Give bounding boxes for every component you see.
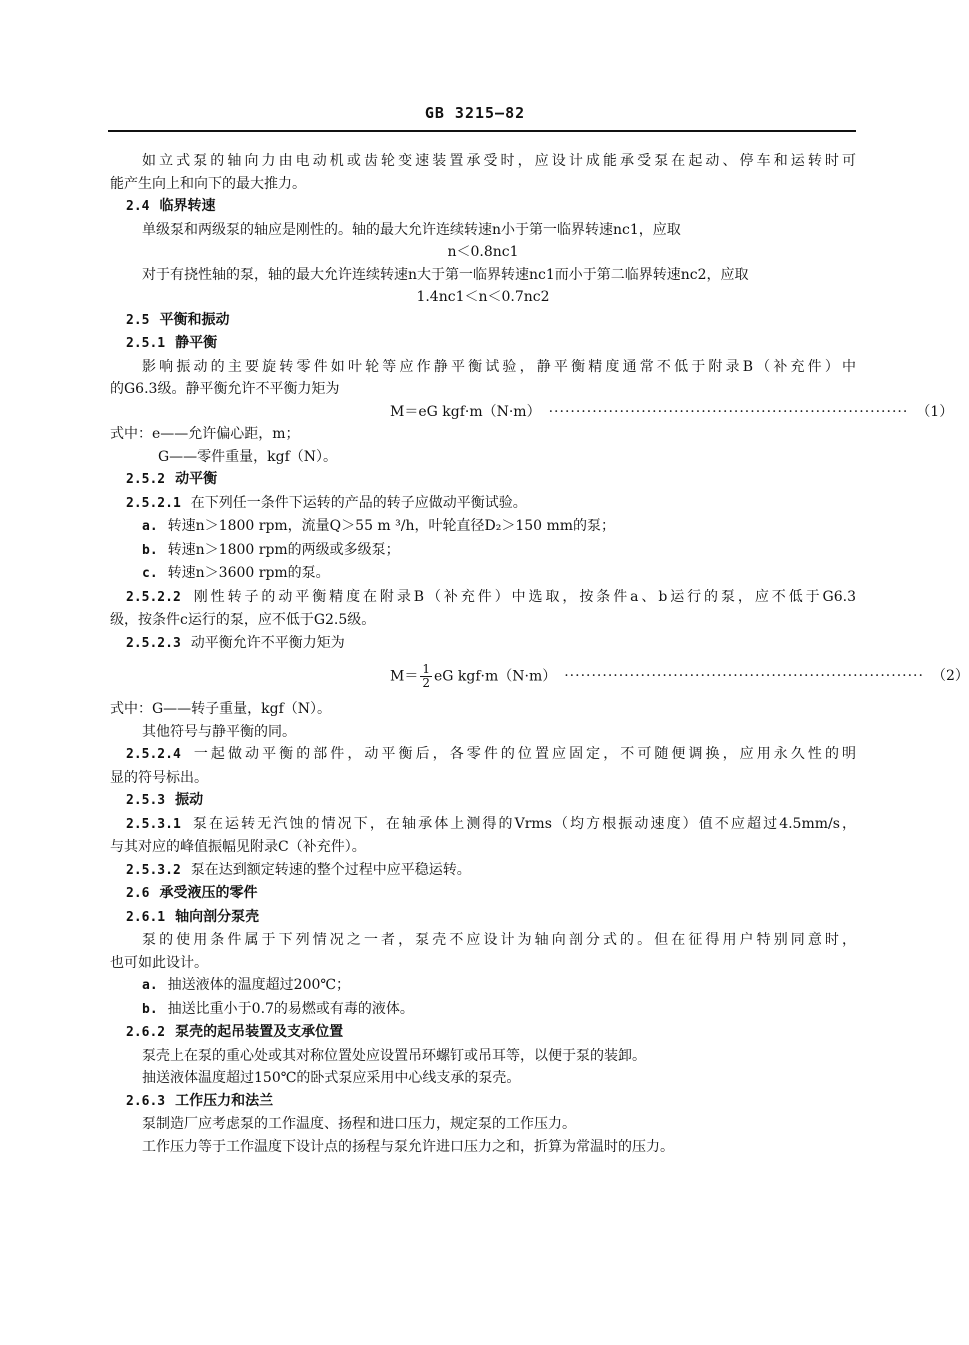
header-rule — [108, 130, 856, 132]
fraction-numerator: 1 — [422, 662, 430, 676]
section-number: 2.5.3.1 — [126, 816, 181, 832]
section-heading — [110, 906, 856, 930]
paragraph-line: 式中：G——转子重量，kgf（N）。 — [110, 701, 332, 717]
section-text: 在下列任一条件下运转的产品的转子应做动平衡试验。 — [190, 494, 527, 511]
equation-expression — [390, 663, 556, 690]
paragraph-line: 工作压力等于工作温度下设计点的扬程与泵允许进口压力之和，折算为常温时的压力。 — [142, 1138, 674, 1155]
list-label: b. — [142, 1001, 158, 1017]
section-number: 2.6 — [126, 886, 150, 901]
section-heading — [110, 882, 856, 906]
document-body — [110, 150, 969, 1158]
list-label: a. — [142, 978, 158, 993]
section-number: 2.5 — [126, 312, 150, 328]
paragraph-line: G——零件重量，kgf（N）。 — [158, 448, 338, 465]
equation-1 — [110, 401, 954, 424]
section-title: 轴向剖分泵壳 — [175, 908, 260, 925]
section-text: 动平衡允许不平衡力矩为 — [190, 634, 345, 651]
section-title: 静平衡 — [175, 335, 218, 351]
list-text: 抽送比重小于0.7的易燃或有毒的液体。 — [167, 1000, 414, 1017]
section-title: 临界转速 — [159, 198, 216, 214]
section-title: 振动 — [175, 792, 204, 808]
paragraph-line: 与其对应的峰值振幅见附录C（补充件）。 — [110, 839, 366, 855]
list-text: 转速n＞3600 rpm的泵。 — [167, 565, 330, 581]
spacer — [110, 655, 856, 663]
section-number: 2.5.2.3 — [126, 635, 181, 651]
section-number: 2.5.1 — [126, 336, 166, 351]
paragraph-line: 显的符号标出。 — [110, 769, 208, 786]
paragraph-line: 如立式泵的轴向力由电动机或齿轮变速装置承受时，应设计成能承受泵在起动、停车和运转时可 — [142, 153, 856, 169]
section-heading — [110, 468, 856, 492]
section-number: 2.5.3.2 — [126, 862, 181, 878]
list-item — [110, 562, 856, 586]
paragraph-line: 级，按条件c运行的泵，应不低于G2.5级。 — [110, 612, 376, 628]
section-text: 刚性转子的动平衡精度在附录B（补充件）中选取，按条件a、b运行的泵，应不低于G6.3 — [190, 588, 856, 605]
paragraph-line: 能产生向上和向下的最大推力。 — [110, 175, 306, 192]
equation-prefix: M＝ — [390, 668, 419, 685]
section-number: 2.5.2 — [126, 472, 166, 487]
paragraph-line: 也可如此设计。 — [110, 954, 208, 971]
paragraph-line: 式中：e——允许偏心距，m； — [110, 426, 300, 442]
equation-body: eG kgf·m（N·m） — [433, 668, 557, 685]
list-label: c. — [142, 566, 158, 581]
leader-dots: ·································································· — [564, 668, 924, 685]
paragraph-line: 泵的使用条件属于下列情况之一者，泵壳不应设计为轴向剖分式的。但在征得用户特别同意时， — [142, 932, 856, 948]
list-item — [110, 998, 856, 1022]
section-heading — [110, 789, 856, 813]
section-heading — [110, 813, 856, 837]
equation-2 — [110, 662, 969, 690]
list-text: 抽送液体的温度超过200℃； — [167, 977, 351, 993]
paragraph-line: 泵制造厂应考虑泵的工作温度、扬程和进口压力，规定泵的工作压力。 — [142, 1116, 576, 1132]
list-label: a. — [142, 519, 158, 534]
section-heading — [110, 859, 856, 883]
paragraph-line: 影响振动的主要旋转零件如叶轮等应作静平衡试验，静平衡精度通常不低于附录B（补充件）中 — [142, 358, 856, 375]
list-text: 转速n＞1800 rpm的两级或多级泵； — [167, 541, 400, 558]
section-heading — [110, 1021, 856, 1045]
paragraph-line: 泵壳上在泵的重心处或其对称位置处应设置吊环螺钉或吊耳等，以便于泵的装卸。 — [142, 1047, 646, 1064]
formula: 1.4nc1＜n＜0.7nc2 — [416, 289, 550, 305]
list-item — [110, 974, 856, 998]
paragraph-line: 其他符号与静平衡的同。 — [142, 723, 296, 740]
section-title: 泵壳的起吊装置及支承位置 — [175, 1024, 344, 1040]
list-item — [110, 515, 856, 539]
section-number: 2.5.2.4 — [126, 747, 181, 762]
paragraph-line: 的G6.3级。静平衡允许不平衡力矩为 — [110, 381, 340, 397]
spacer — [110, 690, 856, 698]
paragraph-line: 对于有挠性轴的泵，轴的最大允许连续转速n大于第一临界转速nc1而小于第二临界转速nc2，应取 — [142, 266, 749, 283]
list-text: 转速n＞1800 rpm，流量Q＞55 m ³/h，叶轮直径D₂＞150 mm的泵； — [167, 518, 616, 534]
equation-number: （1） — [916, 403, 954, 420]
section-number: 2.5.2.2 — [126, 589, 181, 605]
section-heading — [110, 195, 856, 219]
list-item — [110, 539, 856, 563]
section-heading — [110, 309, 856, 333]
section-number: 2.5.2.1 — [126, 495, 181, 511]
section-heading — [110, 632, 856, 656]
page-header: GB 3215—82 — [424, 104, 526, 122]
section-title: 承受液压的零件 — [159, 885, 258, 901]
section-heading — [110, 332, 856, 356]
section-heading — [110, 492, 856, 516]
section-number: 2.6.1 — [126, 909, 166, 925]
equation-expression: M＝eG kgf·m（N·m） — [390, 403, 541, 420]
fraction-denominator: 2 — [422, 676, 430, 690]
section-number: 2.6.2 — [126, 1025, 166, 1040]
fraction — [420, 663, 432, 690]
formula: n＜0.8nc1 — [447, 244, 519, 260]
section-title: 工作压力和法兰 — [175, 1092, 274, 1109]
list-label: b. — [142, 542, 158, 558]
section-title: 平衡和振动 — [159, 311, 230, 328]
equation-number: （2） — [931, 668, 969, 685]
section-number: 2.4 — [126, 199, 150, 214]
section-number: 2.5.3 — [126, 793, 166, 808]
section-text: 泵在运转无汽蚀的情况下，在轴承体上测得的Vrms（均方根振动速度）值不应超过4.5mm/s， — [190, 815, 856, 832]
section-heading — [110, 586, 856, 610]
section-heading — [110, 743, 856, 767]
section-text: 一起做动平衡的部件，动平衡后，各零件的位置应固定，不可随便调换，应用永久性的明 — [190, 746, 856, 762]
section-heading — [110, 1090, 856, 1114]
paragraph-line: 单级泵和两级泵的轴应是刚性的。轴的最大允许连续转速n小于第一临界转速nc1，应取 — [142, 221, 681, 238]
section-number: 2.6.3 — [126, 1093, 166, 1109]
section-text: 泵在达到额定转速的整个过程中应平稳运转。 — [190, 861, 471, 878]
section-title: 动平衡 — [175, 471, 218, 487]
paragraph-line: 抽送液体温度超过150℃的卧式泵应采用中心线支承的泵壳。 — [142, 1070, 521, 1086]
leader-dots: ·································································· — [548, 403, 909, 420]
